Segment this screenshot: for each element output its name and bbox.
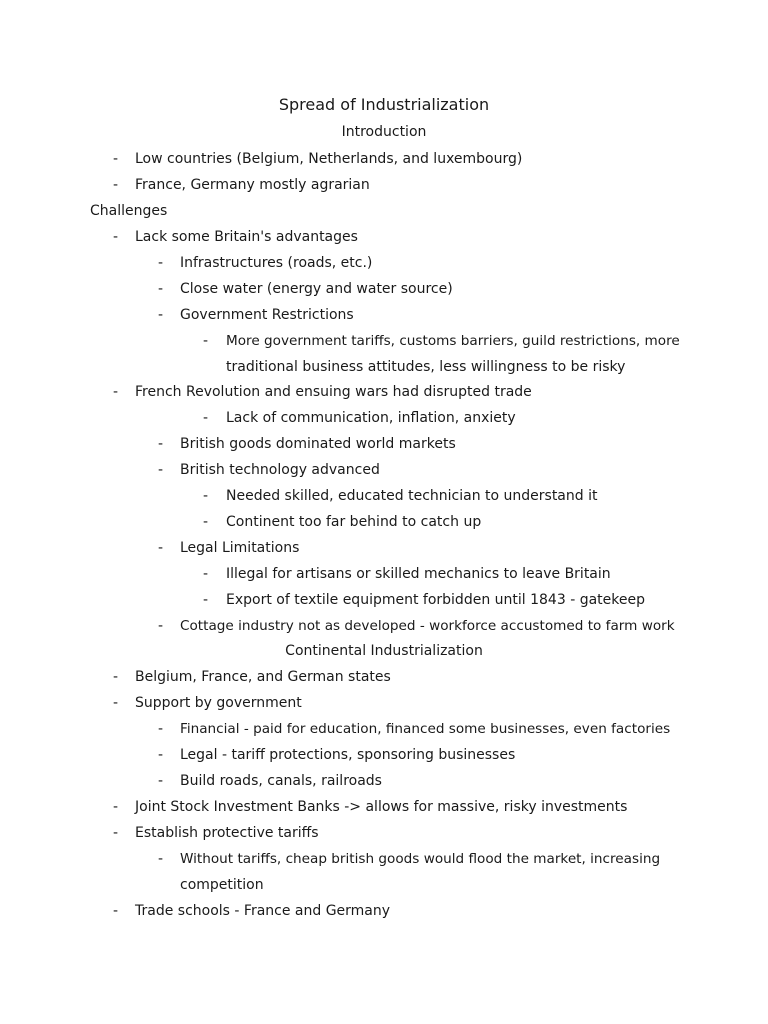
list-item-continuation: competition [180,877,264,893]
list-item: British technology advanced [180,462,380,478]
list-item: France, Germany mostly agrarian [135,177,370,193]
list-item: Needed skilled, educated technician to understand it [226,488,598,504]
list-item: British goods dominated world markets [180,436,456,452]
bullet-dash: - [113,177,119,193]
list-item: More government tariffs, customs barriers, guild restrictions, more [226,333,680,349]
list-item: Export of textile equipment forbidden until 1843 - gatekeep [226,592,645,608]
list-item: Trade schools - France and Germany [135,903,391,919]
list-item: Continent too far behind to catch up [226,514,482,530]
bullet-dash: - [113,825,119,841]
bullet-dash: - [113,151,119,167]
list-item: Without tariffs, cheap british goods would flood the market, increasing [180,851,661,867]
bullet-dash: - [158,281,164,297]
bullet-dash: - [113,695,119,711]
bullet-dash: - [158,307,164,323]
bullet-dash: - [158,462,164,478]
bullet-dash: - [113,229,119,245]
list-item: Belgium, France, and German states [135,669,391,685]
list-item: Legal - tariff protections, sponsoring businesses [180,747,516,763]
bullet-dash: - [158,436,164,452]
list-item: Cottage industry not as developed - workforce accustomed to farm work [180,618,675,634]
bullet-dash: - [113,903,119,919]
bullet-dash: - [203,410,209,426]
list-item-continuation: traditional business attitudes, less willingness to be risky [226,359,626,375]
section-introduction: Introduction [341,124,427,140]
bullet-dash: - [158,721,164,737]
bullet-dash: - [113,669,119,685]
bullet-dash: - [203,514,209,530]
bullet-dash: - [203,333,209,349]
list-item: Support by government [135,695,302,711]
bullet-dash: - [203,488,209,504]
list-item: Close water (energy and water source) [180,281,453,297]
list-item: Joint Stock Investment Banks -> allows for massive, risky investments [135,799,628,815]
bullet-dash: - [158,255,164,271]
page-title: Spread of Industrialization [278,95,490,114]
list-item: Infrastructures (roads, etc.) [180,255,373,271]
list-item: Financial - paid for education, financed some businesses, even factories [180,721,671,737]
list-item: Lack of communication, inflation, anxiety [226,410,516,426]
bullet-dash: - [158,540,164,556]
bullet-dash: - [158,618,164,634]
bullet-dash: - [113,799,119,815]
section-challenges: Challenges [90,203,168,219]
section-continental-industrialization: Continental Industrialization [285,643,483,659]
bullet-dash: - [203,592,209,608]
list-item: Build roads, canals, railroads [180,773,382,789]
list-item: Establish protective tariffs [135,825,319,841]
bullet-dash: - [158,851,164,867]
list-item: Illegal for artisans or skilled mechanics to leave Britain [226,566,611,582]
list-item: French Revolution and ensuing wars had disrupted trade [135,384,532,400]
bullet-dash: - [203,566,209,582]
list-item: Lack some Britain's advantages [135,229,358,245]
bullet-dash: - [113,384,119,400]
bullet-dash: - [158,747,164,763]
list-item: Legal Limitations [180,540,300,556]
list-item: Low countries (Belgium, Netherlands, and luxembourg) [135,151,523,167]
bullet-dash: - [158,773,164,789]
list-item: Government Restrictions [180,307,354,323]
